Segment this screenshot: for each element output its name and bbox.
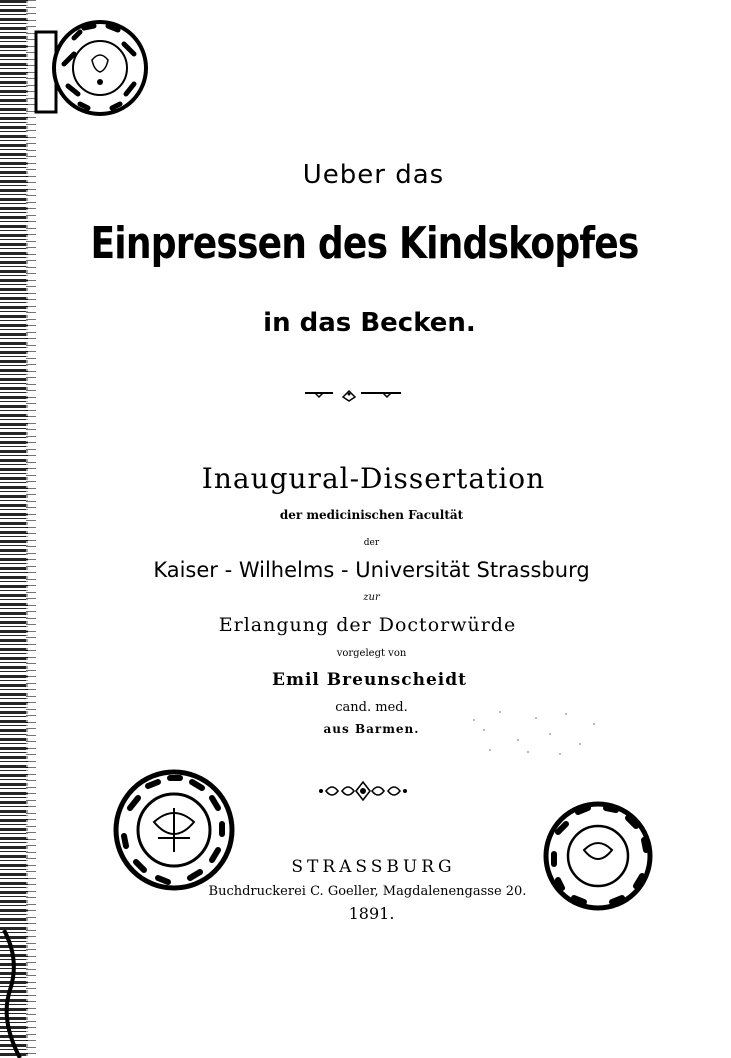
author-name: Emil Breunscheidt bbox=[272, 670, 467, 690]
title-main: Einpressen des Kindskopfes bbox=[90, 218, 639, 269]
der-line: der bbox=[363, 538, 380, 548]
printer-line: Buchdruckerei C. Goeller, Magdalenengasse 20. bbox=[208, 884, 527, 899]
degree-line: cand. med. bbox=[335, 700, 408, 715]
ornament-rule-icon bbox=[303, 383, 403, 411]
paper-speckle bbox=[470, 700, 600, 764]
origin-line: aus Barmen. bbox=[323, 722, 420, 736]
binding-edge-shadow bbox=[26, 0, 36, 1058]
floral-ornament-icon bbox=[318, 778, 408, 808]
binding-mark bbox=[0, 930, 30, 1058]
faculty-line: der medicinischen Facultät bbox=[279, 508, 464, 522]
library-stamp-top bbox=[34, 14, 152, 122]
binding-edge bbox=[0, 0, 28, 1058]
publication-city: STRASSBURG bbox=[291, 857, 456, 877]
zur-line: zur bbox=[363, 592, 380, 603]
publication-year: 1891. bbox=[348, 904, 395, 923]
purpose-line: Erlangung der Doctorwürde bbox=[218, 614, 517, 636]
library-stamp-top-graphic bbox=[34, 14, 152, 118]
title-line-1: Ueber das bbox=[302, 160, 445, 190]
presented-by-line: vorgelegt von bbox=[336, 648, 407, 659]
university-line: Kaiser - Wilhelms - Universität Strassburg bbox=[153, 558, 590, 582]
dissertation-title: Inaugural-Dissertation bbox=[201, 462, 546, 495]
title-line-3: in das Becken. bbox=[263, 308, 476, 338]
